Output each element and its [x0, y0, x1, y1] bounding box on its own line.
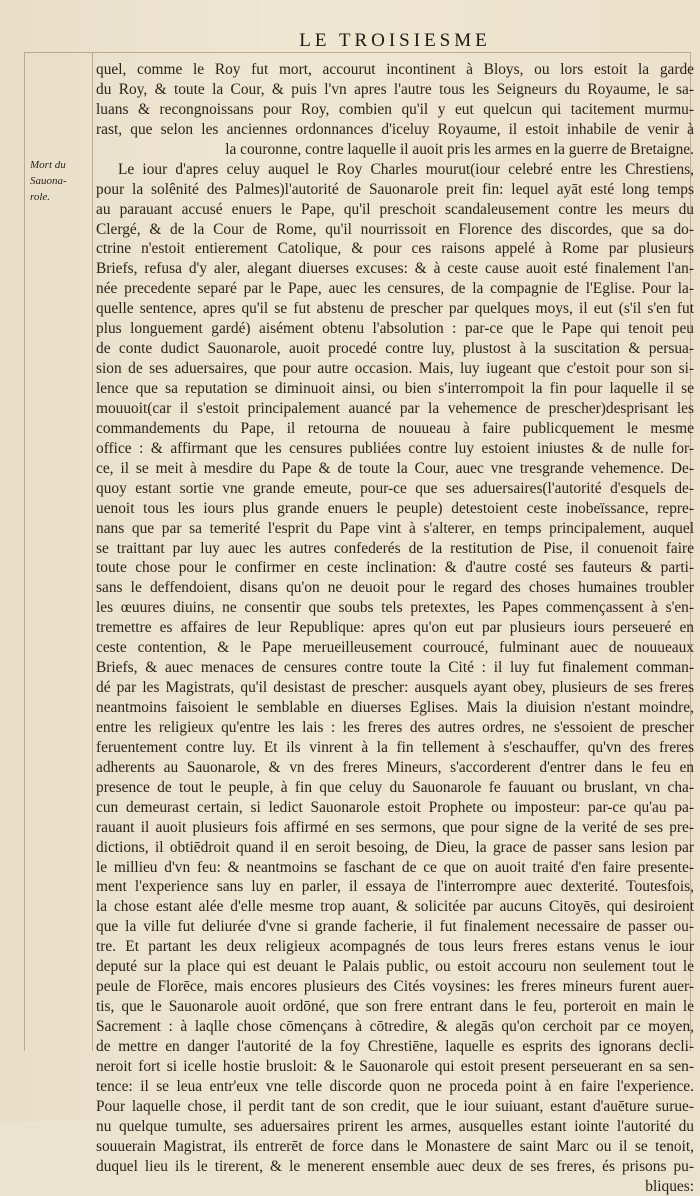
text-line: tence: il se leua entr'eux vne telle discorde quon ne proceda point à en faire l'experience. [96, 1077, 694, 1097]
text-line: nu quelque tumulte, ses aduersaires prirent les armes, ausquelles estant iointe l'autorité du [96, 1117, 694, 1137]
body-text [96, 60, 694, 1196]
text-line: feruentement contre luy. Et ils vinrent à la fin tellement à s'eschauffer, qu'vn des freres [96, 738, 694, 758]
text-line: que la ville fut deliurée d'vne si grande facherie, il fut finalement necessaire de passer ou- [96, 917, 694, 937]
text-line: de mettre en danger l'autorité de la foy Chrestiēne, laquelle es esprits des ignorans decli- [96, 1037, 694, 1057]
text-line: la couronne, contre laquelle il auoit pris les armes en la guerre de Bretaigne. [96, 140, 694, 160]
text-line: tis, que le Sauonarole auoit ordōné, que son frere entrant dans le feu, porteroit en main le [96, 997, 694, 1017]
text-line: cun demeurast certain, si ledict Sauonarole estoit Prophete ou imposteur: par-ce qu'au pa- [96, 798, 694, 818]
text-line: peule de Florēce, mais encores plusieurs des Cités voysines: les freres mineurs furent auer- [96, 977, 694, 997]
text-line: quelle sentence, apres qu'il se fut abstenu de prescher par quelques moys, il eut (s'il s'en fut [96, 299, 694, 319]
text-line: duquel lieu ils le tirerent, & le menerent ensemble auec deux de ses freres, és prisons pu- [96, 1157, 694, 1177]
text-line: commandements du Pape, il retourna de nouueau à faire publicquement le mesme [96, 419, 694, 439]
text-line: tre. Et partant les deux religieux acompagnés de tous leurs freres estans venus le iour [96, 937, 694, 957]
text-line: le millieu d'vn feu: & neantmoins se faschant de ce que on auoit traité d'en faire presente- [96, 858, 694, 878]
margin-rule [92, 52, 93, 1051]
text-line: rauant il auoit plusieurs fois affirmé en ses sermons, que pour signe de la verité de ses pre- [96, 818, 694, 838]
text-line: ceste contention, & le Pape merueilleusement courroucé, fulminant auec de nouueaux [96, 638, 694, 658]
text-line: de conte dudict Sauonarole, auoit procedé contre luy, plustost à la suscitation & persua- [96, 339, 694, 359]
text-line: née precedente separé par le Pape, auec les censures, de la compagnie de l'Eglise. Pour la- [96, 279, 694, 299]
text-line: Briefs, & auec menaces de censures contre toute la Cité : il luy fut finalement comman- [96, 658, 694, 678]
text-line: office : & affirmant que les censures publiées contre luy estoient iniustes & de nulle for- [96, 439, 694, 459]
text-line: Clergé, & de la Cour de Rome, qu'il nourrissoit en Florence des discordes, que sa do- [96, 220, 694, 240]
text-line: rast, que selon les anciennes ordonnances d'iceluy Royaume, il estoit inhabile de venir à [96, 120, 694, 140]
text-line: uenoit tous les iours plus grande enuers le peuple) detestoient ceste inobeïssance, repre- [96, 499, 694, 519]
text-line: Sacrement : à laqlle chose cōmençans à cōtredire, & alegās qu'on cerchoit par ce moyen, [96, 1017, 694, 1037]
text-line: Briefs, refusa d'y aler, alegant diuerses excuses: & à ceste cause auoit esté finalement l'an- [96, 259, 694, 279]
text-line: deputé sur la place qui est deuant le Palais public, ou estoit accouru non seulement tout le [96, 957, 694, 977]
text-line: se traittant par luy auec les autres confederés de la restitution de Pise, il conuenoit faire [96, 539, 694, 559]
text-line: sion de ses aduersaires, que pour autre occasion. Mais, luy iugeant que c'estoit pour son si- [96, 359, 694, 379]
text-line: dictions, il obtiēdroit quand il en seroit besoing, de Dieu, la grace de passer sans lesion par [96, 838, 694, 858]
text-line: presence de tout le peuple, à fin que celuy du Sauonarole fe fauuant ou bruslant, vn cha- [96, 778, 694, 798]
text-line: quel, comme le Roy fut mort, accourut incontinent à Bloys, ou lors estoit la garde [96, 60, 694, 80]
text-line: Le iour d'apres celuy auquel le Roy Charles mourut(iour celebré entre les Chrestiens, [96, 160, 694, 180]
text-line: Pour laquelle chose, il perdit tant de son credit, que le iour suiuant, estant d'auēture surue- [96, 1097, 694, 1117]
text-line: tremettre es affaires de leur Republique: apres qu'on eut par plusieurs iours perseueré en [96, 618, 694, 638]
text-line: du Roy, & toute la Cour, & puis l'vn apres l'autre tous les Seigneurs du Royaume, le sa- [96, 80, 694, 100]
text-line: souuerain Magistrat, ils entrerēt de force dans le Monastere de saint Marc ou il se tenoit, [96, 1137, 694, 1157]
top-border-rule [24, 52, 690, 53]
running-head: LE TROISIESME [100, 30, 690, 52]
margin-note-line: Sauona- [30, 173, 88, 189]
text-line: neantmoins faisoient le semblable en diuerses Eglises. Mais la diuision n'estant moindre, [96, 698, 694, 718]
text-line: pour la solênité des Palmes)l'autorité de Sauonarole preit fin: lequel ayāt esté long temps [96, 180, 694, 200]
text-line: ment l'experience sans luy en parler, il essaya de l'interrompre auec dexterité. Toutesfois, [96, 877, 694, 897]
text-line: toute chose pour le confirmer en ceste inclination: & d'autre costé ses fauteurs & parti- [96, 558, 694, 578]
margin-note-line: role. [30, 189, 88, 205]
text-line: nans que par sa temerité l'esprit du Pape vint à s'alterer, en temps principalement, auquel [96, 519, 694, 539]
text-line: plus longuement gardé) aisément obtenu l'absolution : par-ce que le Pape qui tenoit peu [96, 319, 694, 339]
left-border-rule [24, 52, 25, 1051]
text-line: ctrine n'estoit entierement Catolique, & pour ces raisons appelé à Rome par plusieurs [96, 239, 694, 259]
margin-note [30, 157, 88, 205]
text-line: au parauant accusé enuers le Pape, qu'il preschoit scandaleusement contre les meurs du [96, 200, 694, 220]
text-line: neroit fort si icelle hostie brusloit: & le Sauonarole qui estoit present perseuerant en sa sen- [96, 1057, 694, 1077]
margin-note-line: Mort du [30, 157, 88, 173]
text-line: ce, il se meit à mesdire du Pape & de toute la Cour, auec vne tresgrande vehemence. De- [96, 459, 694, 479]
text-line: quoy estant sortie vne grande emeute, pour-ce que ses aduersaires(l'autorité d'esquels de- [96, 479, 694, 499]
text-line: mouuoit(car il s'estoit principalement auancé par la vehemence de prescher)desprisant les [96, 399, 694, 419]
text-line: les œuures diuins, ne consentir que soubs tels pretextes, les Papes commençassent à s'en- [96, 598, 694, 618]
text-line: entre les religieux qu'entre les lais : les freres des autres ordres, ne s'essoient de prescher [96, 718, 694, 738]
text-line: luans & recongnoissans pour Roy, combien qu'il y eut quelcun qui tacitement murmu- [96, 100, 694, 120]
text-line: dé par les Magistrats, qu'il desistast de prescher: ausquels ayant obey, plusieurs de ses freres [96, 678, 694, 698]
text-line: adherents au Sauonarole, & vn des freres Mineurs, s'accorderent d'entrer dans le feu en [96, 758, 694, 778]
text-line: sans le deffendoient, disans qu'on ne deuoit pour le regard des choses humaines troubler [96, 578, 694, 598]
text-line: bliques: [96, 1177, 694, 1196]
text-line: lence que sa reputation se diminuoit ainsi, ou bien s'interrompoit la fin pour laquelle il se [96, 379, 694, 399]
text-line: la chose estant alée d'elle mesme trop auant, & solicitée par aucuns Citoyēs, qui desiroient [96, 897, 694, 917]
